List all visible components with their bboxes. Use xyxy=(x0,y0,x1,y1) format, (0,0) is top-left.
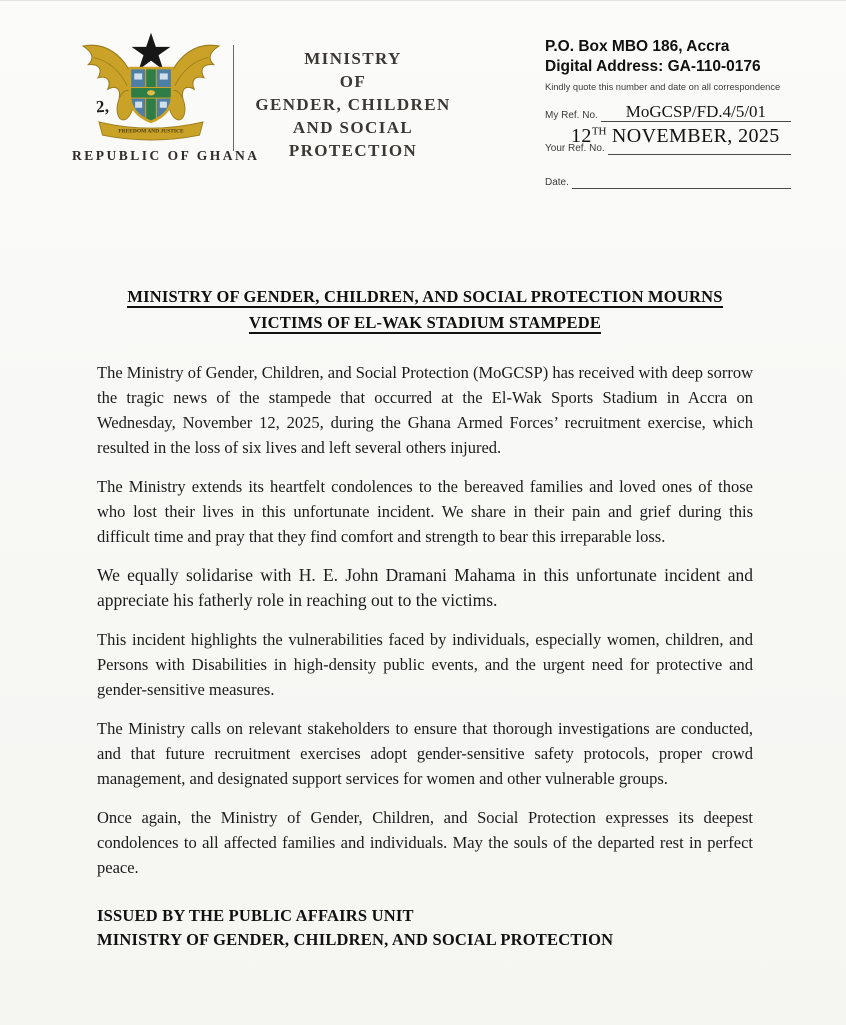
right-eagle-icon xyxy=(170,45,219,98)
date-value: 12TH NOVEMBER, 2025 xyxy=(571,125,780,147)
paragraph-5: The Ministry calls on relevant stakeholders to ensure that thorough investigations are conducted, and that future recruitment exercises adopt gender-sensitive safety protocols, proper crowd management, and designated support services for women and other vulnerable groups. xyxy=(97,719,753,788)
motto-text: FREEDOM AND JUSTICE xyxy=(118,128,184,135)
date-ordinal: TH xyxy=(591,125,607,138)
issuer-line2: MINISTRY OF GENDER, CHILDREN, AND SOCIAL PROTECTION xyxy=(97,930,614,949)
paragraph-6: Once again, the Ministry of Gender, Children, and Social Protection expresses its deepest condolences to all affected families and individuals. May the souls of the departed rest in perfect peace. xyxy=(97,808,753,877)
issuer-line1: ISSUED BY THE PUBLIC AFFAIRS UNIT xyxy=(97,906,414,925)
digital-address-line: Digital Address: GA-110-0176 xyxy=(545,58,761,75)
my-ref-value: MoGCSP/FD.4/5/01 xyxy=(601,103,791,122)
paragraph-2: The Ministry extends its heartfelt condolences to the bereaved families and loved ones of those who lost their lives in this unfortunate incident. We share in their pain and grief during this difficult time and pray that they find comfort and strength to bear this irreparable loss. xyxy=(97,477,753,546)
letterhead-divider xyxy=(233,45,234,151)
black-star-icon xyxy=(132,33,171,70)
ministry-title-line: AND SOCIAL xyxy=(292,118,414,137)
ministry-title xyxy=(242,47,464,162)
ministry-title-line: PROTECTION xyxy=(288,141,418,160)
shield-icon xyxy=(130,68,172,123)
my-ref-label: My Ref. No. xyxy=(545,110,598,121)
ministry-title-line: MINISTRY xyxy=(304,49,402,68)
document-title-line1: MINISTRY OF GENDER, CHILDREN, AND SOCIAL PROTECTION MOURNS xyxy=(127,287,723,306)
ministry-title-line: GENDER, CHILDREN xyxy=(255,95,451,114)
ministry-title-line: OF xyxy=(339,72,367,91)
ghana-coat-of-arms xyxy=(72,31,260,164)
po-box-line: P.O. Box MBO 186, Accra xyxy=(545,38,730,55)
left-eagle-icon xyxy=(83,45,132,98)
document-title xyxy=(97,284,753,336)
date-label: Date. xyxy=(545,177,569,188)
my-ref-row xyxy=(545,103,791,122)
paragraph-4: This incident highlights the vulnerabilities faced by individuals, especially women, children, and Persons with Disabilities in high-density public events, and the urgent need for protective and gender-sensitive measures. xyxy=(97,630,753,699)
paragraph-1: The Ministry of Gender, Children, and Social Protection (MoGCSP) has received with deep sorrow the tragic news of the stampede that occurred at the El-Wak Sports Stadium in Accra on Wednesday, November 12, 2025, during the Ghana Armed Forces’ recruitment exercise, which resulted in the loss of six lives and left several others injured. xyxy=(97,363,753,457)
coat-of-arms-graphic xyxy=(76,31,226,144)
date-row xyxy=(545,172,791,189)
emblem-caption: REPUBLIC OF GHANA xyxy=(72,148,260,163)
paragraph-3: We equally solidarise with H. E. John Dramani Mahama in this unfortunate incident and appreciate his fatherly role in reaching out to the victims. xyxy=(97,565,753,610)
address-block xyxy=(545,37,791,189)
letter-body xyxy=(97,284,753,952)
issuer-block xyxy=(97,904,753,952)
document-title-line2: VICTIMS OF EL-WAK STADIUM STAMPEDE xyxy=(248,313,602,332)
your-ref-label: Your Ref. No. xyxy=(545,143,605,154)
correspondence-note: Kindly quote this number and date on all correspondence xyxy=(545,82,781,92)
scan-artifact-mark: 2, xyxy=(95,96,110,117)
paragraphs xyxy=(97,360,753,880)
date-line xyxy=(572,172,791,189)
